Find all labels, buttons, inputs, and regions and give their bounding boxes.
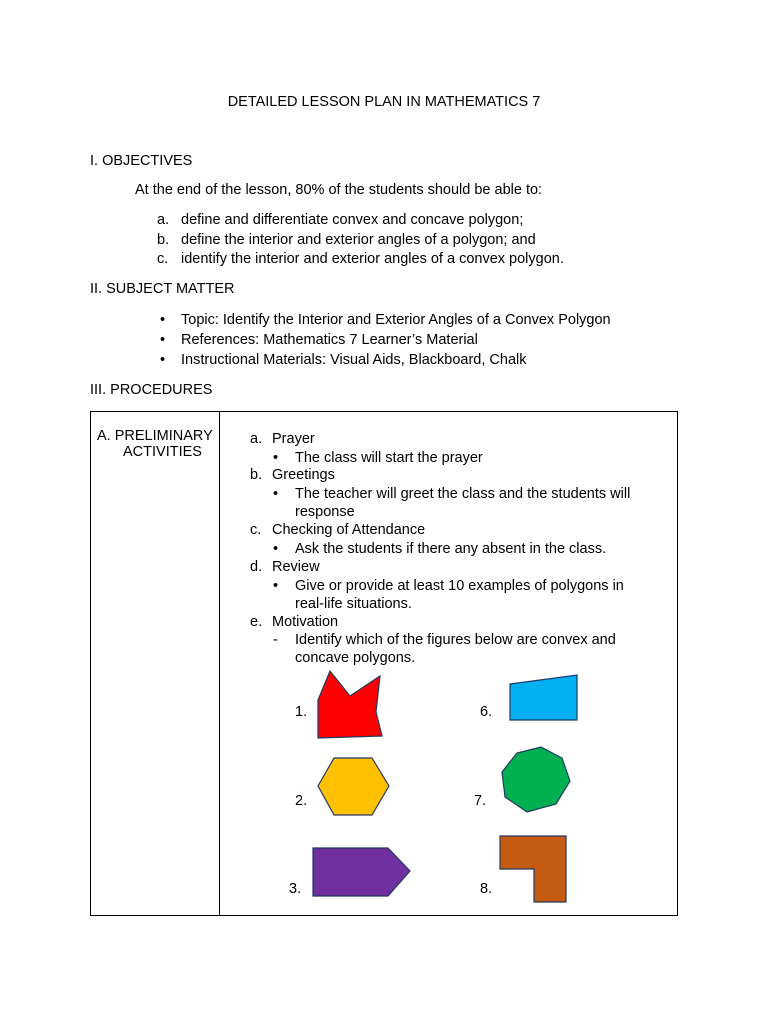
objective-item-letter: a. <box>157 212 170 228</box>
objective-item-letter: b. <box>157 232 170 248</box>
step-title: Greetings <box>272 467 335 483</box>
bullet-icon: • <box>273 541 279 557</box>
dash-marker: - <box>273 632 278 648</box>
figure-8-l-shape <box>500 836 566 902</box>
step-letter: e. <box>250 614 263 630</box>
row-label-line2: ACTIVITIES <box>123 444 202 460</box>
figure-6-quadrilateral <box>510 675 577 720</box>
subject-matter-item: Topic: Identify the Interior and Exterior Angles of a Convex Polygon <box>181 312 611 328</box>
bullet-icon: • <box>160 332 166 348</box>
step-detail: response <box>295 504 355 520</box>
bullet-icon: • <box>273 450 279 466</box>
step-detail: The class will start the prayer <box>295 450 483 466</box>
document-title: DETAILED LESSON PLAN IN MATHEMATICS 7 <box>227 94 541 110</box>
step-title: Review <box>272 559 320 575</box>
figure-7-heptagon <box>502 747 570 812</box>
step-title: Motivation <box>272 614 339 630</box>
step-title: Checking of Attendance <box>272 522 426 538</box>
figure-1-concave-polygon <box>318 671 382 738</box>
step-title: Prayer <box>272 431 315 447</box>
bullet-icon: • <box>160 312 166 328</box>
subject-matter-item: Instructional Materials: Visual Aids, Blackboard, Chalk <box>181 352 527 368</box>
figure-number: 6. <box>480 704 493 720</box>
objective-item-text: define the interior and exterior angles of a polygon; and <box>181 232 536 248</box>
step-letter: b. <box>250 467 263 483</box>
figure-3-pentagon <box>313 848 410 896</box>
step-detail: concave polygons. <box>295 650 416 666</box>
bullet-icon: • <box>273 578 279 594</box>
figure-2-hexagon <box>318 758 389 815</box>
figure-number: 7. <box>474 793 487 809</box>
step-detail: real-life situations. <box>295 596 412 612</box>
row-label-line1: A. PRELIMINARY <box>97 428 213 444</box>
step-letter: a. <box>250 431 263 447</box>
figure-number: 2. <box>295 793 308 809</box>
objective-item-text: define and differentiate convex and concave polygon; <box>181 212 524 228</box>
step-letter: d. <box>250 559 263 575</box>
step-detail: Ask the students if there any absent in the class. <box>295 541 607 557</box>
step-detail: The teacher will greet the class and the students will <box>295 486 631 502</box>
figure-number: 3. <box>289 881 302 897</box>
procedures-heading: III. PROCEDURES <box>90 382 213 398</box>
subject-matter-item: References: Mathematics 7 Learner’s Material <box>181 332 478 348</box>
objective-item-text: identify the interior and exterior angles of a convex polygon. <box>181 251 564 267</box>
figure-number: 1. <box>295 704 308 720</box>
step-letter: c. <box>250 522 262 538</box>
figure-number: 8. <box>480 881 493 897</box>
bullet-icon: • <box>273 486 279 502</box>
subject-matter-heading: II. SUBJECT MATTER <box>90 281 235 297</box>
objectives-heading: I. OBJECTIVES <box>90 153 193 169</box>
step-detail: Give or provide at least 10 examples of polygons in <box>295 578 624 594</box>
step-detail: Identify which of the figures below are convex and <box>295 632 616 648</box>
objectives-intro: At the end of the lesson, 80% of the students should be able to: <box>135 182 543 198</box>
bullet-icon: • <box>160 352 166 368</box>
objective-item-letter: c. <box>157 251 169 267</box>
